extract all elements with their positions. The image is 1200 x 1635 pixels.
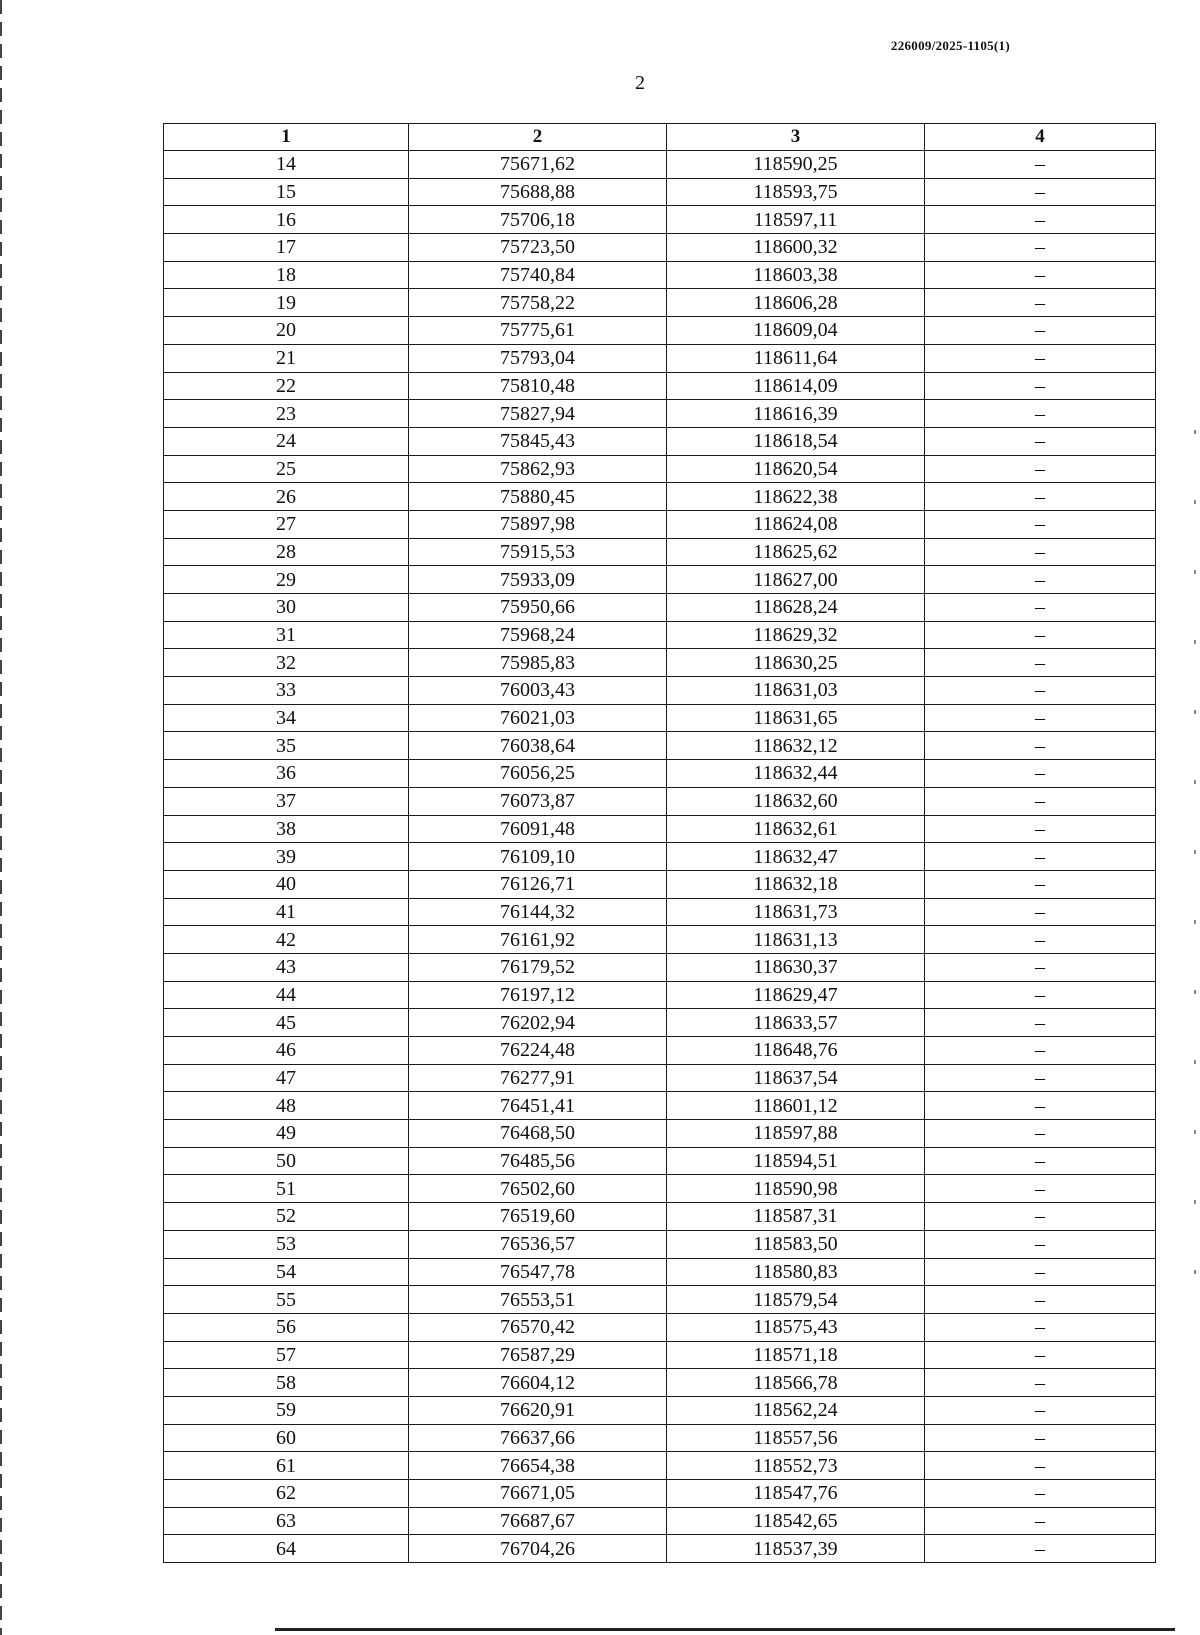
point-number-cell: 35: [164, 732, 409, 760]
x-coordinate-cell: 76161,92: [409, 926, 667, 954]
point-number-cell: 57: [164, 1341, 409, 1369]
y-coordinate-cell: 118566,78: [667, 1369, 925, 1397]
table-row: [164, 1507, 1156, 1535]
y-coordinate-cell: 118628,24: [667, 594, 925, 622]
page-number: 2: [635, 72, 645, 94]
x-coordinate-cell: 75793,04: [409, 344, 667, 372]
table-row: [164, 732, 1156, 760]
note-cell: –: [925, 649, 1156, 677]
table-row: [164, 1396, 1156, 1424]
x-coordinate-cell: 76451,41: [409, 1092, 667, 1120]
note-cell: –: [925, 261, 1156, 289]
table-row: [164, 372, 1156, 400]
x-coordinate-cell: 76519,60: [409, 1203, 667, 1231]
point-number-cell: 64: [164, 1535, 409, 1563]
table-row: [164, 427, 1156, 455]
y-coordinate-cell: 118542,65: [667, 1507, 925, 1535]
y-coordinate-cell: 118627,00: [667, 566, 925, 594]
point-number-cell: 61: [164, 1452, 409, 1480]
point-number-cell: 38: [164, 815, 409, 843]
point-number-cell: 60: [164, 1424, 409, 1452]
point-number-cell: 59: [164, 1396, 409, 1424]
x-coordinate-cell: 76277,91: [409, 1064, 667, 1092]
note-cell: –: [925, 815, 1156, 843]
note-cell: –: [925, 1535, 1156, 1563]
table-row: [164, 206, 1156, 234]
table-row: [164, 1341, 1156, 1369]
table-row: [164, 621, 1156, 649]
point-number-cell: 55: [164, 1286, 409, 1314]
point-number-cell: 54: [164, 1258, 409, 1286]
y-coordinate-cell: 118632,47: [667, 843, 925, 871]
y-coordinate-cell: 118609,04: [667, 317, 925, 345]
x-coordinate-cell: 76485,56: [409, 1147, 667, 1175]
table-row: [164, 400, 1156, 428]
table-row: [164, 1120, 1156, 1148]
note-cell: –: [925, 372, 1156, 400]
note-cell: –: [925, 621, 1156, 649]
x-coordinate-cell: 76126,71: [409, 870, 667, 898]
y-coordinate-cell: 118632,44: [667, 760, 925, 788]
x-coordinate-cell: 75862,93: [409, 455, 667, 483]
note-cell: –: [925, 926, 1156, 954]
table-row: [164, 870, 1156, 898]
table-row: [164, 1535, 1156, 1563]
note-cell: –: [925, 1147, 1156, 1175]
point-number-cell: 51: [164, 1175, 409, 1203]
point-number-cell: 21: [164, 344, 409, 372]
table-row: [164, 1313, 1156, 1341]
point-number-cell: 30: [164, 594, 409, 622]
note-cell: –: [925, 704, 1156, 732]
y-coordinate-cell: 118593,75: [667, 178, 925, 206]
y-coordinate-cell: 118557,56: [667, 1424, 925, 1452]
point-number-cell: 15: [164, 178, 409, 206]
y-coordinate-cell: 118580,83: [667, 1258, 925, 1286]
bottom-rule: [275, 1628, 1175, 1631]
y-coordinate-cell: 118562,24: [667, 1396, 925, 1424]
y-coordinate-cell: 118629,47: [667, 981, 925, 1009]
point-number-cell: 39: [164, 843, 409, 871]
note-cell: –: [925, 206, 1156, 234]
point-number-cell: 19: [164, 289, 409, 317]
x-coordinate-cell: 76073,87: [409, 787, 667, 815]
x-coordinate-cell: 76468,50: [409, 1120, 667, 1148]
x-coordinate-cell: 76038,64: [409, 732, 667, 760]
point-number-cell: 22: [164, 372, 409, 400]
x-coordinate-cell: 76553,51: [409, 1286, 667, 1314]
y-coordinate-cell: 118594,51: [667, 1147, 925, 1175]
table-row: [164, 1175, 1156, 1203]
point-number-cell: 16: [164, 206, 409, 234]
point-number-cell: 46: [164, 1037, 409, 1065]
point-number-cell: 47: [164, 1064, 409, 1092]
point-number-cell: 20: [164, 317, 409, 345]
x-coordinate-cell: 75880,45: [409, 483, 667, 511]
x-coordinate-cell: 76109,10: [409, 843, 667, 871]
note-cell: –: [925, 1341, 1156, 1369]
y-coordinate-cell: 118631,03: [667, 677, 925, 705]
y-coordinate-cell: 118601,12: [667, 1092, 925, 1120]
point-number-cell: 33: [164, 677, 409, 705]
x-coordinate-cell: 76021,03: [409, 704, 667, 732]
scan-edge-artifact: [0, 0, 2, 1635]
y-coordinate-cell: 118579,54: [667, 1286, 925, 1314]
column-header-2: 2: [409, 124, 667, 151]
note-cell: –: [925, 1286, 1156, 1314]
table-row: [164, 566, 1156, 594]
point-number-cell: 52: [164, 1203, 409, 1231]
x-coordinate-cell: 75740,84: [409, 261, 667, 289]
y-coordinate-cell: 118597,88: [667, 1120, 925, 1148]
point-number-cell: 42: [164, 926, 409, 954]
note-cell: –: [925, 510, 1156, 538]
x-coordinate-cell: 76587,29: [409, 1341, 667, 1369]
y-coordinate-cell: 118552,73: [667, 1452, 925, 1480]
y-coordinate-cell: 118603,38: [667, 261, 925, 289]
x-coordinate-cell: 75985,83: [409, 649, 667, 677]
note-cell: –: [925, 234, 1156, 262]
x-coordinate-cell: 75827,94: [409, 400, 667, 428]
note-cell: –: [925, 870, 1156, 898]
x-coordinate-cell: 75950,66: [409, 594, 667, 622]
note-cell: –: [925, 898, 1156, 926]
x-coordinate-cell: 76687,67: [409, 1507, 667, 1535]
point-number-cell: 40: [164, 870, 409, 898]
x-coordinate-cell: 76091,48: [409, 815, 667, 843]
point-number-cell: 32: [164, 649, 409, 677]
x-coordinate-cell: 75897,98: [409, 510, 667, 538]
table-row: [164, 289, 1156, 317]
note-cell: –: [925, 455, 1156, 483]
table-row: [164, 151, 1156, 179]
note-cell: –: [925, 1424, 1156, 1452]
note-cell: –: [925, 843, 1156, 871]
y-coordinate-cell: 118597,11: [667, 206, 925, 234]
column-header-3: 3: [667, 124, 925, 151]
table-row: [164, 1037, 1156, 1065]
point-number-cell: 49: [164, 1120, 409, 1148]
table-row: [164, 760, 1156, 788]
x-coordinate-cell: 76704,26: [409, 1535, 667, 1563]
point-number-cell: 34: [164, 704, 409, 732]
table-row: [164, 1203, 1156, 1231]
table-row: [164, 1424, 1156, 1452]
y-coordinate-cell: 118630,37: [667, 953, 925, 981]
point-number-cell: 53: [164, 1230, 409, 1258]
table-row: [164, 1258, 1156, 1286]
y-coordinate-cell: 118611,64: [667, 344, 925, 372]
table-row: [164, 317, 1156, 345]
point-number-cell: 45: [164, 1009, 409, 1037]
x-coordinate-cell: 76202,94: [409, 1009, 667, 1037]
y-coordinate-cell: 118575,43: [667, 1313, 925, 1341]
y-coordinate-cell: 118606,28: [667, 289, 925, 317]
y-coordinate-cell: 118590,25: [667, 151, 925, 179]
y-coordinate-cell: 118537,39: [667, 1535, 925, 1563]
note-cell: –: [925, 1313, 1156, 1341]
point-number-cell: 27: [164, 510, 409, 538]
note-cell: –: [925, 1480, 1156, 1508]
y-coordinate-cell: 118583,50: [667, 1230, 925, 1258]
table-row: [164, 1147, 1156, 1175]
point-number-cell: 14: [164, 151, 409, 179]
note-cell: –: [925, 953, 1156, 981]
y-coordinate-cell: 118616,39: [667, 400, 925, 428]
point-number-cell: 24: [164, 427, 409, 455]
note-cell: –: [925, 1009, 1156, 1037]
x-coordinate-cell: 76197,12: [409, 981, 667, 1009]
x-coordinate-cell: 75915,53: [409, 538, 667, 566]
note-cell: –: [925, 1175, 1156, 1203]
note-cell: –: [925, 787, 1156, 815]
coordinates-table: [163, 123, 1156, 1563]
table-row: [164, 344, 1156, 372]
column-header-4: 4: [925, 124, 1156, 151]
point-number-cell: 48: [164, 1092, 409, 1120]
note-cell: –: [925, 427, 1156, 455]
table-row: [164, 981, 1156, 1009]
note-cell: –: [925, 151, 1156, 179]
note-cell: –: [925, 1092, 1156, 1120]
x-coordinate-cell: 76056,25: [409, 760, 667, 788]
table-row: [164, 1480, 1156, 1508]
table-row: [164, 538, 1156, 566]
table-row: [164, 261, 1156, 289]
x-coordinate-cell: 76570,42: [409, 1313, 667, 1341]
x-coordinate-cell: 76620,91: [409, 1396, 667, 1424]
note-cell: –: [925, 1037, 1156, 1065]
x-coordinate-cell: 76547,78: [409, 1258, 667, 1286]
table-row: [164, 1092, 1156, 1120]
point-number-cell: 37: [164, 787, 409, 815]
note-cell: –: [925, 1064, 1156, 1092]
y-coordinate-cell: 118547,76: [667, 1480, 925, 1508]
note-cell: –: [925, 566, 1156, 594]
table-row: [164, 926, 1156, 954]
point-number-cell: 31: [164, 621, 409, 649]
table-row: [164, 704, 1156, 732]
note-cell: –: [925, 1258, 1156, 1286]
y-coordinate-cell: 118600,32: [667, 234, 925, 262]
scan-right-artifact: [1194, 400, 1196, 1300]
table-row: [164, 178, 1156, 206]
point-number-cell: 44: [164, 981, 409, 1009]
y-coordinate-cell: 118614,09: [667, 372, 925, 400]
note-cell: –: [925, 178, 1156, 206]
x-coordinate-cell: 76637,66: [409, 1424, 667, 1452]
x-coordinate-cell: 76003,43: [409, 677, 667, 705]
point-number-cell: 58: [164, 1369, 409, 1397]
note-cell: –: [925, 1369, 1156, 1397]
point-number-cell: 29: [164, 566, 409, 594]
note-cell: –: [925, 289, 1156, 317]
x-coordinate-cell: 75775,61: [409, 317, 667, 345]
point-number-cell: 63: [164, 1507, 409, 1535]
note-cell: –: [925, 483, 1156, 511]
point-number-cell: 36: [164, 760, 409, 788]
y-coordinate-cell: 118587,31: [667, 1203, 925, 1231]
x-coordinate-cell: 76604,12: [409, 1369, 667, 1397]
table-row: [164, 843, 1156, 871]
table-row: [164, 483, 1156, 511]
note-cell: –: [925, 1396, 1156, 1424]
column-header-1: 1: [164, 124, 409, 151]
table-row: [164, 1230, 1156, 1258]
table-row: [164, 1369, 1156, 1397]
note-cell: –: [925, 400, 1156, 428]
table-row: [164, 815, 1156, 843]
x-coordinate-cell: 75671,62: [409, 151, 667, 179]
x-coordinate-cell: 76224,48: [409, 1037, 667, 1065]
x-coordinate-cell: 76654,38: [409, 1452, 667, 1480]
y-coordinate-cell: 118631,73: [667, 898, 925, 926]
point-number-cell: 50: [164, 1147, 409, 1175]
y-coordinate-cell: 118618,54: [667, 427, 925, 455]
point-number-cell: 43: [164, 953, 409, 981]
table-row: [164, 787, 1156, 815]
note-cell: –: [925, 594, 1156, 622]
table-row: [164, 649, 1156, 677]
point-number-cell: 26: [164, 483, 409, 511]
y-coordinate-cell: 118633,57: [667, 1009, 925, 1037]
note-cell: –: [925, 760, 1156, 788]
y-coordinate-cell: 118625,62: [667, 538, 925, 566]
table-row: [164, 953, 1156, 981]
x-coordinate-cell: 76144,32: [409, 898, 667, 926]
note-cell: –: [925, 538, 1156, 566]
y-coordinate-cell: 118630,25: [667, 649, 925, 677]
y-coordinate-cell: 118632,18: [667, 870, 925, 898]
document-number: 226009/2025-1105(1): [890, 38, 1010, 53]
y-coordinate-cell: 118637,54: [667, 1064, 925, 1092]
note-cell: –: [925, 1452, 1156, 1480]
table-row: [164, 1064, 1156, 1092]
y-coordinate-cell: 118631,65: [667, 704, 925, 732]
x-coordinate-cell: 76671,05: [409, 1480, 667, 1508]
point-number-cell: 56: [164, 1313, 409, 1341]
y-coordinate-cell: 118624,08: [667, 510, 925, 538]
point-number-cell: 18: [164, 261, 409, 289]
x-coordinate-cell: 75688,88: [409, 178, 667, 206]
table-row: [164, 898, 1156, 926]
point-number-cell: 41: [164, 898, 409, 926]
x-coordinate-cell: 75706,18: [409, 206, 667, 234]
table-row: [164, 1009, 1156, 1037]
note-cell: –: [925, 1230, 1156, 1258]
point-number-cell: 62: [164, 1480, 409, 1508]
y-coordinate-cell: 118632,61: [667, 815, 925, 843]
note-cell: –: [925, 677, 1156, 705]
y-coordinate-cell: 118622,38: [667, 483, 925, 511]
table-row: [164, 455, 1156, 483]
point-number-cell: 17: [164, 234, 409, 262]
y-coordinate-cell: 118629,32: [667, 621, 925, 649]
y-coordinate-cell: 118648,76: [667, 1037, 925, 1065]
x-coordinate-cell: 76179,52: [409, 953, 667, 981]
point-number-cell: 25: [164, 455, 409, 483]
x-coordinate-cell: 75758,22: [409, 289, 667, 317]
table-row: [164, 1452, 1156, 1480]
table-row: [164, 1286, 1156, 1314]
note-cell: –: [925, 344, 1156, 372]
table-header-row: [164, 124, 1156, 151]
x-coordinate-cell: 75968,24: [409, 621, 667, 649]
y-coordinate-cell: 118632,60: [667, 787, 925, 815]
x-coordinate-cell: 76536,57: [409, 1230, 667, 1258]
note-cell: –: [925, 732, 1156, 760]
x-coordinate-cell: 75845,43: [409, 427, 667, 455]
x-coordinate-cell: 76502,60: [409, 1175, 667, 1203]
y-coordinate-cell: 118571,18: [667, 1341, 925, 1369]
table-row: [164, 510, 1156, 538]
table-body: [164, 151, 1156, 1563]
x-coordinate-cell: 75810,48: [409, 372, 667, 400]
note-cell: –: [925, 1507, 1156, 1535]
note-cell: –: [925, 1120, 1156, 1148]
note-cell: –: [925, 317, 1156, 345]
x-coordinate-cell: 75723,50: [409, 234, 667, 262]
point-number-cell: 28: [164, 538, 409, 566]
table-row: [164, 594, 1156, 622]
y-coordinate-cell: 118632,12: [667, 732, 925, 760]
x-coordinate-cell: 75933,09: [409, 566, 667, 594]
point-number-cell: 23: [164, 400, 409, 428]
note-cell: –: [925, 1203, 1156, 1231]
table-row: [164, 234, 1156, 262]
y-coordinate-cell: 118631,13: [667, 926, 925, 954]
y-coordinate-cell: 118620,54: [667, 455, 925, 483]
table-row: [164, 677, 1156, 705]
note-cell: –: [925, 981, 1156, 1009]
y-coordinate-cell: 118590,98: [667, 1175, 925, 1203]
